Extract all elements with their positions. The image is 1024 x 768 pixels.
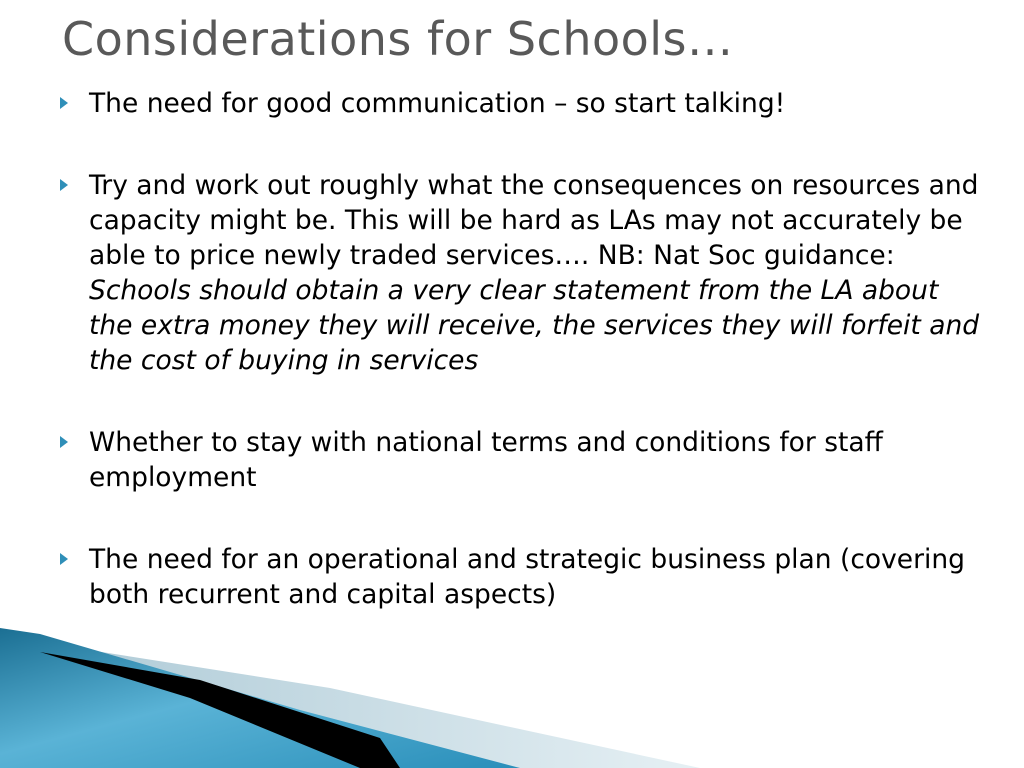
bullet-text: Try and work out roughly what the consequences on resources and capacity might be. This will be hard as LAs may not accurately be able to price newly traded services…. NB: Nat Soc guidance: (89, 170, 979, 271)
bullet-item (60, 542, 980, 612)
bullet-text: The need for good communication – so start talking! (89, 88, 786, 119)
corner-decoration (0, 628, 1024, 768)
triangle-right-icon (60, 436, 68, 448)
bullet-list (60, 86, 980, 612)
bullet-text: Whether to stay with national terms and conditions for staff employment (89, 427, 883, 493)
triangle-right-icon (60, 179, 68, 191)
slide-title: Considerations for Schools… (62, 12, 734, 66)
bullet-item (60, 168, 980, 378)
triangle-right-icon (60, 97, 68, 109)
bullet-item (60, 425, 980, 495)
bullet-emphasis-text: Schools should obtain a very clear statement from the LA about the extra money they will receive, the services they will forfeit and the cost of buying in services (89, 275, 980, 376)
bullet-text: The need for an operational and strategic business plan (covering both recurrent and capital aspects) (89, 544, 965, 610)
triangle-right-icon (60, 553, 68, 565)
bullet-item (60, 86, 980, 121)
